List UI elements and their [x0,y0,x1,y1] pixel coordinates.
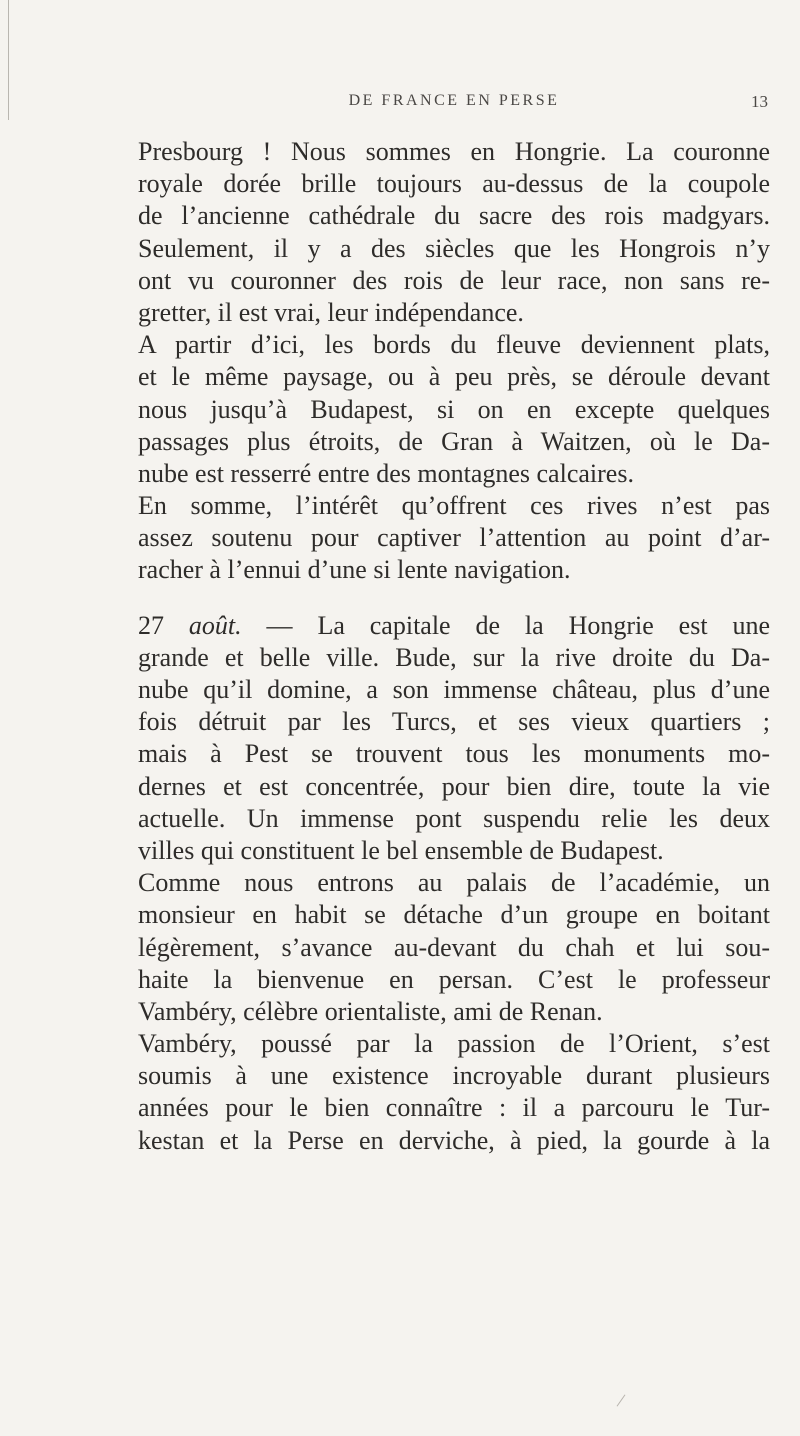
text-line: racher à l’ennui d’une si lente navigation. [138,555,571,585]
text-line: nous jusqu’à Budapest, si on en excepte quelques [138,394,770,424]
text-line: Vambéry, poussé par la passion de l’Orient, s’est [138,1029,770,1059]
dated-line [138,610,770,642]
text-line: nube qu’il domine, a son immense château, plus d’une [138,675,770,704]
text-line: A partir d’ici, les bords du fleuve deviennent plats, [138,330,770,360]
running-title: DE FRANCE EN PERSE [348,92,560,109]
text-line: de l’ancienne cathédrale du sacre des rois madgyars. [138,201,770,231]
text-line: haite la bienvenue en persan. C’est le professeur [138,964,770,994]
text-line: royale dorée brille toujours au-dessus de la coupole [138,169,770,199]
text-line: mais à Pest se trouvent tous les monuments mo- [138,739,770,769]
text-line: Presbourg ! Nous sommes en Hongrie. La couronne [138,137,770,166]
text-line: gretter, il est vrai, leur indépendance. [138,297,524,327]
text-line: fois détruit par les Turcs, et ses vieux quartiers ; [138,707,770,737]
text-line: passages plus étroits, de Gran à Waitzen, où le Da- [138,426,770,456]
text-line: Seulement, il y a des siècles que les Hongrois n’y [138,233,770,263]
text-line: dernes et est concentrée, pour bien dire, toute la vie [138,771,770,801]
page-header [140,92,768,122]
text-line: légèrement, s’avance au-devant du chah et lui sou- [138,932,770,962]
text-line: ont vu couronner des rois de leur race, non sans re- [138,265,770,295]
date-month: août. [188,610,242,640]
text-line: années pour le bien connaître : il a parcouru le Tur- [138,1093,770,1123]
text-line: kestan et la Perse en derviche, à pied, la gourde à la [138,1125,770,1155]
text-line: grande et belle ville. Bude, sur la rive droite du Da- [138,642,770,672]
date-day: 27 [138,610,164,640]
text-line: assez soutenu pour captiver l’attention au point d’ar- [138,523,770,553]
pencil-mark [617,1394,626,1406]
dated-line-text: — La capitale de la Hongrie est une [266,610,771,640]
text-line: monsieur en habit se détache d’un groupe en boitant [138,900,770,930]
text-line: En somme, l’intérêt qu’offrent ces rives n’est pas [138,491,770,521]
page-number: 13 [751,92,768,111]
body-text [138,136,770,1157]
text-line: Comme nous entrons au palais de l’académie, un [138,868,770,898]
text-line: soumis à une existence incroyable durant plusieurs [138,1061,770,1091]
page-edge-line [8,0,9,120]
text-line: nube est resserré entre des montagnes calcaires. [138,458,634,488]
section-gap [138,587,770,610]
text-line: et le même paysage, ou à peu près, se déroule devant [138,362,770,392]
text-line: Vambéry, célèbre orientaliste, ami de Renan. [138,996,603,1026]
text-line: villes qui constituent le bel ensemble de Budapest. [138,835,664,865]
text-line: actuelle. Un immense pont suspendu relie les deux [138,803,770,833]
